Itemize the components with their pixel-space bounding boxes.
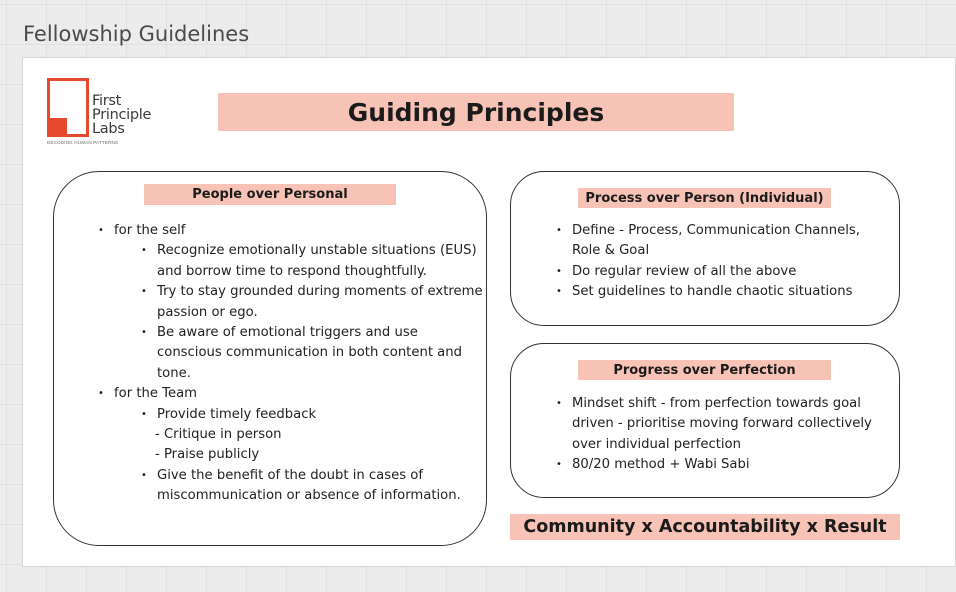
list-item: • Recognize emotionally unstable situations (EUS) and borrow time to respond thoughtfully. <box>141 241 483 282</box>
progress-content <box>556 394 876 476</box>
logo-tagline: DECODING HUMAN PATTERNS <box>47 140 119 145</box>
feedback-label: Provide timely feedback <box>157 406 317 422</box>
logo-line-2: Principle <box>92 107 152 123</box>
progress-list <box>556 394 876 476</box>
list-item: • Be aware of emotional triggers and use conscious communication in both content and tone. <box>141 323 483 384</box>
list-item <box>141 405 483 466</box>
footer-banner[interactable]: Community x Accountability x Result <box>510 514 900 540</box>
people-team-item <box>98 384 483 506</box>
company-logo <box>47 78 167 150</box>
people-list <box>98 221 483 507</box>
logo-wordmark <box>92 94 151 136</box>
card-process-label[interactable]: Process over Person (Individual) <box>578 188 831 208</box>
board-title[interactable]: Fellowship Guidelines <box>23 22 250 46</box>
process-content <box>556 221 891 303</box>
list-item: • 80/20 method + Wabi Sabi <box>556 455 876 475</box>
feedback-sublist <box>155 425 483 466</box>
people-content <box>98 221 483 507</box>
list-item: • Try to stay grounded during moments of extreme passion or ego. <box>141 282 483 323</box>
people-self-label: for the self <box>114 223 186 238</box>
people-self-item <box>98 221 483 384</box>
list-item: • Do regular review of all the above <box>556 262 891 282</box>
logo-mark-fill <box>47 118 67 137</box>
people-team-sublist <box>141 405 483 507</box>
logo-line-3: Labs <box>92 121 125 137</box>
people-team-label: for the Team <box>114 386 198 402</box>
card-progress-label[interactable]: Progress over Perfection <box>578 360 831 380</box>
guidelines-frame[interactable] <box>22 57 956 567</box>
card-people-label[interactable]: People over Personal <box>144 184 396 205</box>
logo-line-1: First <box>92 93 122 109</box>
list-item: • Define - Process, Communication Channels, Role & Goal <box>556 221 891 262</box>
list-item: • Set guidelines to handle chaotic situations <box>556 282 891 302</box>
list-item: - Praise publicly <box>155 447 260 463</box>
people-self-sublist <box>141 241 483 384</box>
process-list <box>556 221 891 303</box>
list-item: • Give the benefit of the doubt in cases of miscommunication or absence of information. <box>141 466 483 507</box>
main-title[interactable]: Guiding Principles <box>218 93 734 131</box>
list-item: • Mindset shift - from perfection towards goal driven - prioritise moving forward collectively over individual perfection <box>556 394 876 455</box>
list-item: - Critique in person <box>155 427 282 443</box>
